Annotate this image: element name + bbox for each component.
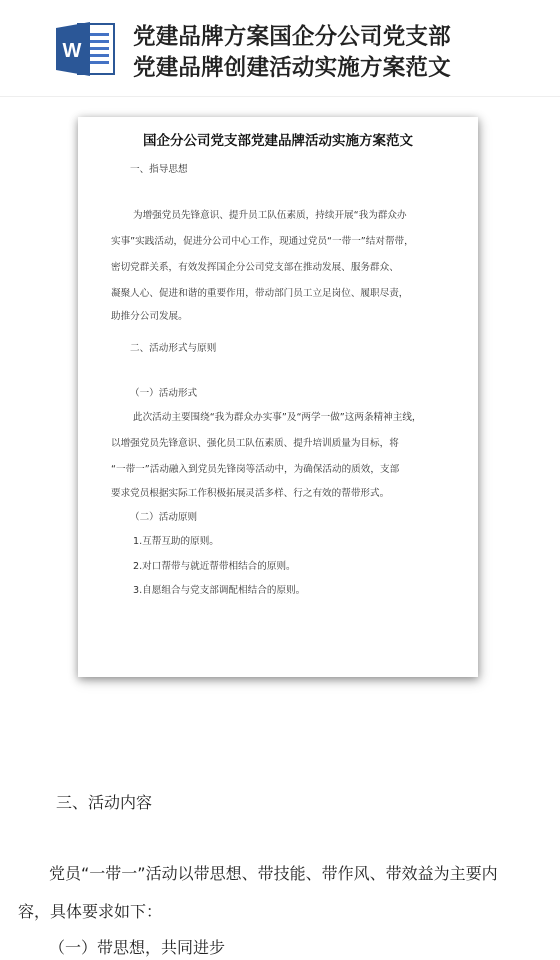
subheading-3: （一）带思想，共同进步 [49,938,226,957]
word-document-icon [56,22,116,76]
title-line-2: 党建品牌创建活动实施方案范文 [133,55,451,81]
subheading-1: （一）活动形式 [130,388,198,399]
word-icon-letter: W [62,40,82,62]
section-heading-3: 三、活动内容 [56,793,153,812]
title-line-1: 党建品牌方案国企分公司党支部 [133,24,451,50]
para3-line-1: 党员“一带一”活动以带思想、带技能、带作风、带效益为主要内 [49,864,498,883]
header [0,0,560,100]
para1-line-3: 密切党群关系，有效发挥国企分公司党支部在推动发展、服务群众、 [111,262,399,273]
section-heading-1: 一、指导思想 [130,164,188,175]
para2-line-4: 要求党员根据实际工作积极拓展灵活多样、行之有效的帮带形式。 [111,488,390,499]
document-page-preview [78,117,478,677]
document-title: 国企分公司党支部党建品牌活动实施方案范文 [143,133,413,149]
para2-line-2: 以增强党员先锋意识、强化员工队伍素质、提升培训质量为目标，将 [111,438,399,449]
para1-line-5: 助推分公司发展。 [111,311,188,322]
para2-line-1: 此次活动主要围绕“我为群众办实事”及“两学一做”这两条精神主线， [133,412,422,423]
principle-item-3: 3.自愿组合与党支部调配相结合的原则。 [133,585,306,596]
para1-line-4: 凝聚人心、促进和谐的重要作用，带动部门员工立足岗位、履职尽责， [111,288,409,299]
header-divider [0,96,560,97]
subheading-2: （二）活动原则 [130,512,198,523]
para1-line-1: 为增强党员先锋意识、提升员工队伍素质，持续开展“我为群众办 [133,210,407,221]
para3-line-2: 容，具体要求如下： [18,902,163,921]
page-title [133,22,553,84]
para1-line-2: 实事”实践活动，促进分公司中心工作，现通过党员“一带一”结对帮带， [111,236,414,247]
principle-item-1: 1.互帮互助的原则。 [133,536,219,547]
principle-item-2: 2.对口帮带与就近帮带相结合的原则。 [133,561,296,572]
para2-line-3: “一带一”活动融入到党员先锋岗等活动中，为确保活动的质效，支部 [111,464,400,475]
section-heading-2: 二、活动形式与原则 [130,343,217,354]
